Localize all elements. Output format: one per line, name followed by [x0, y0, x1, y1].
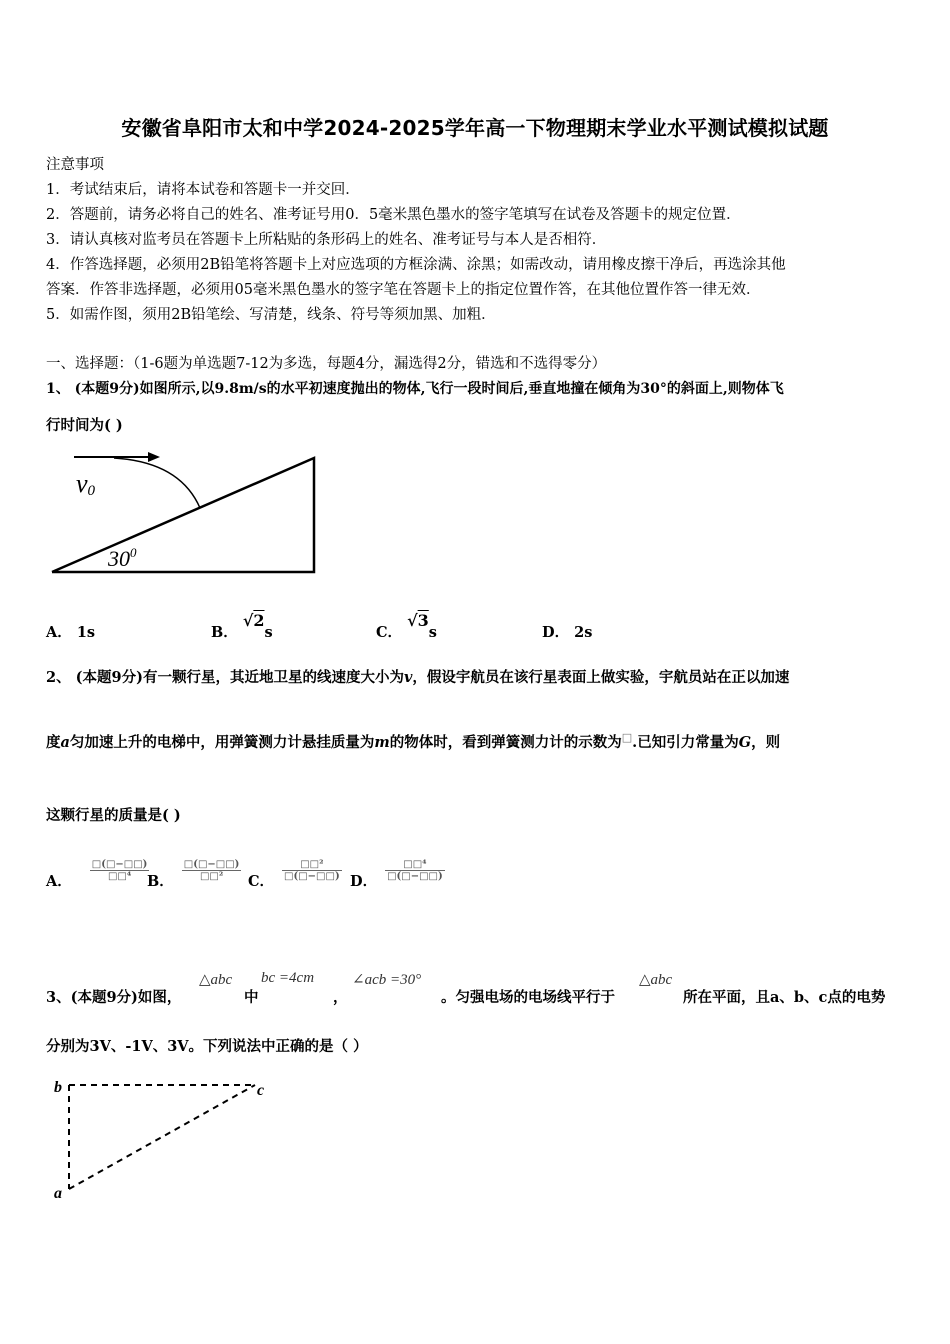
notice-item: 1．考试结束后，请将本试卷和答题卡一并交回．	[46, 182, 360, 198]
notice-item: 3．请认真核对监考员在答题卡上所粘贴的条形码上的姓名、准考证号与本人是否相符．	[46, 232, 607, 248]
q3-angle-acb: ∠acb =30°	[352, 972, 422, 988]
side-ac	[69, 1085, 255, 1189]
angle-label: $30^0$	[108, 545, 137, 571]
notice-item: 答案．作答非选择题，必须用05毫米黑色墨水的签字笔在答题卡上的指定位置作答，在其他位置作答一律无效．	[46, 282, 761, 298]
q2-option-c[interactable]: C． $\frac{\text{□□²}}{□(□-□□)}$	[248, 858, 340, 890]
q1-option-b[interactable]: B． √2s	[211, 611, 273, 641]
q1-option-c[interactable]: C． √3s	[376, 611, 437, 641]
q2-option-d[interactable]: D． $\frac{\text{□□⁴}}{□(□-□□)}$	[350, 858, 443, 890]
q1-figure	[40, 448, 330, 583]
q2-stem: 2、 (本题9分)有一颗行星，其近地卫星的线速度大小为v，假设宇航员在该行星表面上做实验，宇航员站在正以加速	[46, 669, 790, 686]
q3-figure	[50, 1074, 280, 1206]
q1-option-a[interactable]: A． 1s	[46, 624, 96, 641]
q3-text-mid: 。匀强电场的电场线平行于	[441, 989, 615, 1006]
incline-triangle	[52, 458, 314, 572]
q3-bc-length: bc =4cm	[261, 970, 315, 986]
q3-text-zhong: 中	[244, 989, 259, 1006]
vertex-c-label: c	[257, 1082, 265, 1099]
notice-heading: 注意事项	[46, 157, 104, 173]
trajectory-curve	[114, 458, 200, 508]
q2-option-b[interactable]: B． $\frac{□(□-□□)}{\text{□□²}}$	[147, 858, 240, 890]
v0-label: v0	[76, 469, 96, 499]
notice-item: 5．如需作图，须用2B铅笔绘、写清楚，线条、符号等须加黑、加粗．	[46, 307, 496, 323]
q1-option-d[interactable]: D． 2s	[542, 624, 593, 641]
q2-stem-cont: 度a匀加速上升的电梯中，用弹簧测力计悬挂质量为m的物体时，看到弹簧测力计的示数为□.已知引力常量为G，则	[46, 731, 781, 751]
q3-triangle-abc: △abc	[199, 972, 233, 988]
q3-text-suffix: 所在平面，且a、b、c点的电势	[683, 989, 886, 1006]
q3-comma: ，	[333, 989, 348, 1006]
q2-stem-end: 这颗行星的质量是( )	[46, 807, 181, 824]
q3-stem-cont: 分别为3V、-1V、3V。下列说法中正确的是（ ）	[46, 1038, 368, 1055]
velocity-arrowhead	[148, 452, 160, 462]
q1-stem: 1、 (本题9分)如图所示,以9.8m/s的水平初速度抛出的物体,飞行一段时间后,垂直地撞在倾角为30°的斜面上,则物体飞	[46, 381, 784, 397]
notice-item: 2．答题前，请务必将自己的姓名、准考证号用0．5毫米黑色墨水的签字笔填写在试卷及答题卡的规定位置．	[46, 207, 741, 223]
vertex-b-label: b	[54, 1079, 62, 1096]
q3-stem: 3、(本题9分)如图，	[46, 989, 182, 1006]
page-title: 安徽省阜阳市太和中学2024-2025学年高一下物理期末学业水平测试模拟试题	[121, 116, 829, 140]
notice-item: 4．作答选择题，必须用2B铅笔将答题卡上对应选项的方框涂满、涂黑；如需改动，请用橡皮擦干净后，再选涂其他	[46, 257, 786, 273]
q2-option-a[interactable]: A． $\frac{□(□-□□)}{\text{□□⁴}}$	[46, 858, 148, 890]
vertex-a-label: a	[54, 1185, 62, 1202]
q1-stem-cont: 行时间为( )	[46, 417, 123, 434]
q3-triangle-abc-2: △abc	[639, 972, 673, 988]
section-heading: 一、选择题：（1-6题为单选题7-12为多选，每题4分，漏选得2分，错选和不选得零分）	[46, 356, 607, 372]
